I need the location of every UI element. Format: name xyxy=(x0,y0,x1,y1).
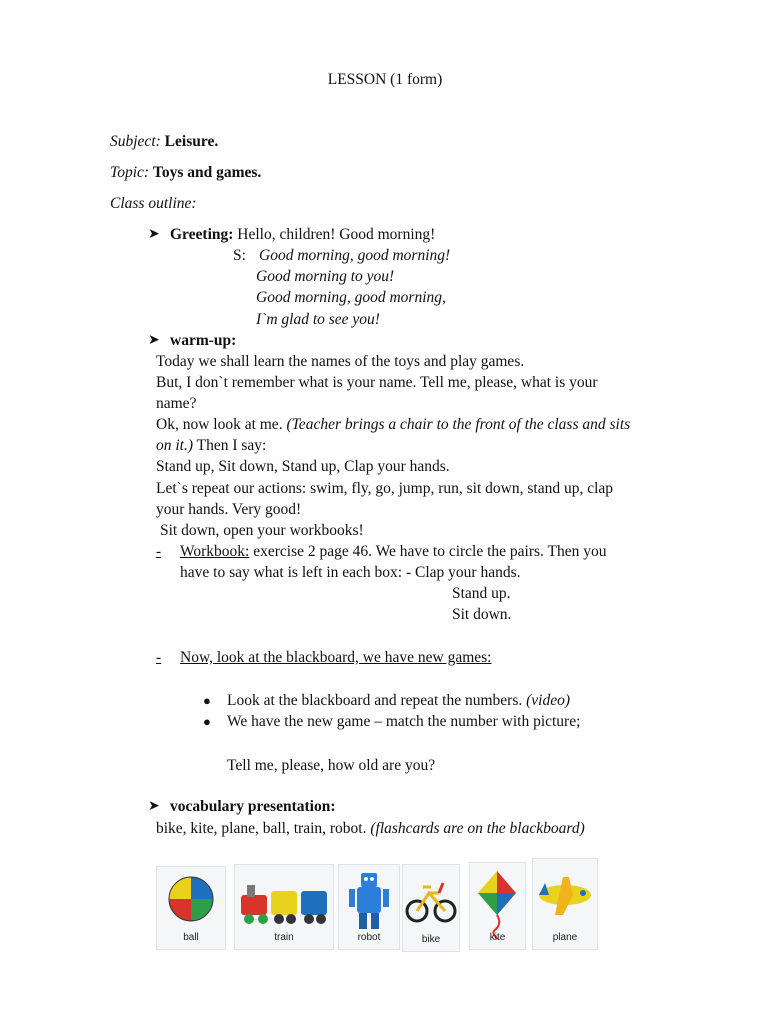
greeting-teacher-text: Hello, children! Good morning! xyxy=(237,226,436,243)
blackboard-dash: - xyxy=(156,649,162,666)
bullet-item-1 xyxy=(227,690,570,711)
topic-value: Toys and games. xyxy=(152,164,262,181)
workbook-label: Workbook: xyxy=(180,543,250,560)
vocabulary-arrow-icon: ➤ xyxy=(148,799,160,814)
vocabulary-line xyxy=(156,818,585,839)
greeting-song-line-3: Good morning, good morning, xyxy=(256,289,446,306)
bullet-item-2: We have the new game – match the number with picture; xyxy=(227,713,581,730)
workbook-dash: - xyxy=(156,543,162,560)
workbook-text: exercise 2 page 46. We have to circle the pairs. Then you xyxy=(253,543,607,560)
flashcard-kite xyxy=(469,862,526,950)
warmup-line-8: your hands. Very good! xyxy=(156,501,302,518)
workbook-line-2: have to say what is left in each box: - Clap your hands. xyxy=(180,564,521,581)
greeting-label: Greeting: xyxy=(170,226,234,243)
warmup-line-4-text: Ok, now look at me. xyxy=(156,416,283,433)
subject-value: Leisure. xyxy=(164,133,219,150)
question-line: Tell me, please, how old are you? xyxy=(227,757,436,774)
bullet-item-1-italic: (video) xyxy=(526,692,571,709)
subject-label: Subject: xyxy=(110,133,161,150)
bullet-icon-2: ● xyxy=(203,714,211,729)
vocabulary-label: vocabulary presentation: xyxy=(170,798,336,815)
subject-line xyxy=(110,131,218,152)
flashcard-robot xyxy=(338,864,400,950)
greeting-speaker: S: xyxy=(233,247,246,264)
warmup-line-5-text: Then I say: xyxy=(196,437,267,454)
flashcard-ball xyxy=(156,866,226,950)
warmup-line-3: name? xyxy=(156,395,197,412)
warmup-line-4 xyxy=(156,414,630,435)
flashcard-label: bike xyxy=(421,934,441,945)
bullet-item-1-text: Look at the blackboard and repeat the numbers. xyxy=(227,692,523,709)
greeting-song-line-4: I`m glad to see you! xyxy=(256,311,380,328)
flashcard-label: robot xyxy=(357,932,381,943)
warmup-line-4-italic: (Teacher brings a chair to the front of the class and sits xyxy=(286,416,631,433)
warmup-line-7: Let`s repeat our actions: swim, fly, go, jump, run, sit down, stand up, clap xyxy=(156,480,614,497)
flashcard-plane xyxy=(532,858,598,950)
warmup-line-2: But, I don`t remember what is your name. Tell me, please, what is your xyxy=(156,374,598,391)
workbook-line-4: Sit down. xyxy=(452,606,512,623)
blackboard-line: Now, look at the blackboard, we have new games: xyxy=(180,649,492,666)
warmup-line-5-italic: on it.) xyxy=(156,437,194,454)
warmup-label: warm-up: xyxy=(170,332,237,349)
greeting-song-line-1: Good morning, good morning! xyxy=(259,247,451,264)
class-outline-label: Class outline: xyxy=(110,195,197,212)
warmup-arrow-icon: ➤ xyxy=(148,333,160,348)
bullet-icon-1: ● xyxy=(203,693,211,708)
greeting-line xyxy=(170,224,435,245)
warmup-line-9: Sit down, open your workbooks! xyxy=(160,522,364,539)
flashcard-train xyxy=(234,864,334,950)
topic-line xyxy=(110,162,261,183)
flashcard-label: train xyxy=(274,932,294,943)
greeting-song-line-2: Good morning to you! xyxy=(256,268,395,285)
greeting-arrow-icon: ➤ xyxy=(148,227,160,242)
workbook-line-1 xyxy=(180,541,607,562)
flashcard-bike xyxy=(402,864,460,952)
flashcard-label: ball xyxy=(183,932,199,943)
flashcard-label: plane xyxy=(552,932,578,943)
warmup-line-1: Today we shall learn the names of the toys and play games. xyxy=(156,353,525,370)
warmup-line-5 xyxy=(156,435,266,456)
vocabulary-words: bike, kite, plane, ball, train, robot. xyxy=(156,820,367,837)
topic-label: Topic: xyxy=(110,164,150,181)
workbook-line-3: Stand up. xyxy=(452,585,511,602)
vocabulary-note: (flashcards are on the blackboard) xyxy=(370,820,585,837)
page-title: LESSON (1 form) xyxy=(327,71,443,88)
flashcard-label: kite xyxy=(489,932,506,943)
warmup-line-6: Stand up, Sit down, Stand up, Clap your hands. xyxy=(156,458,450,475)
